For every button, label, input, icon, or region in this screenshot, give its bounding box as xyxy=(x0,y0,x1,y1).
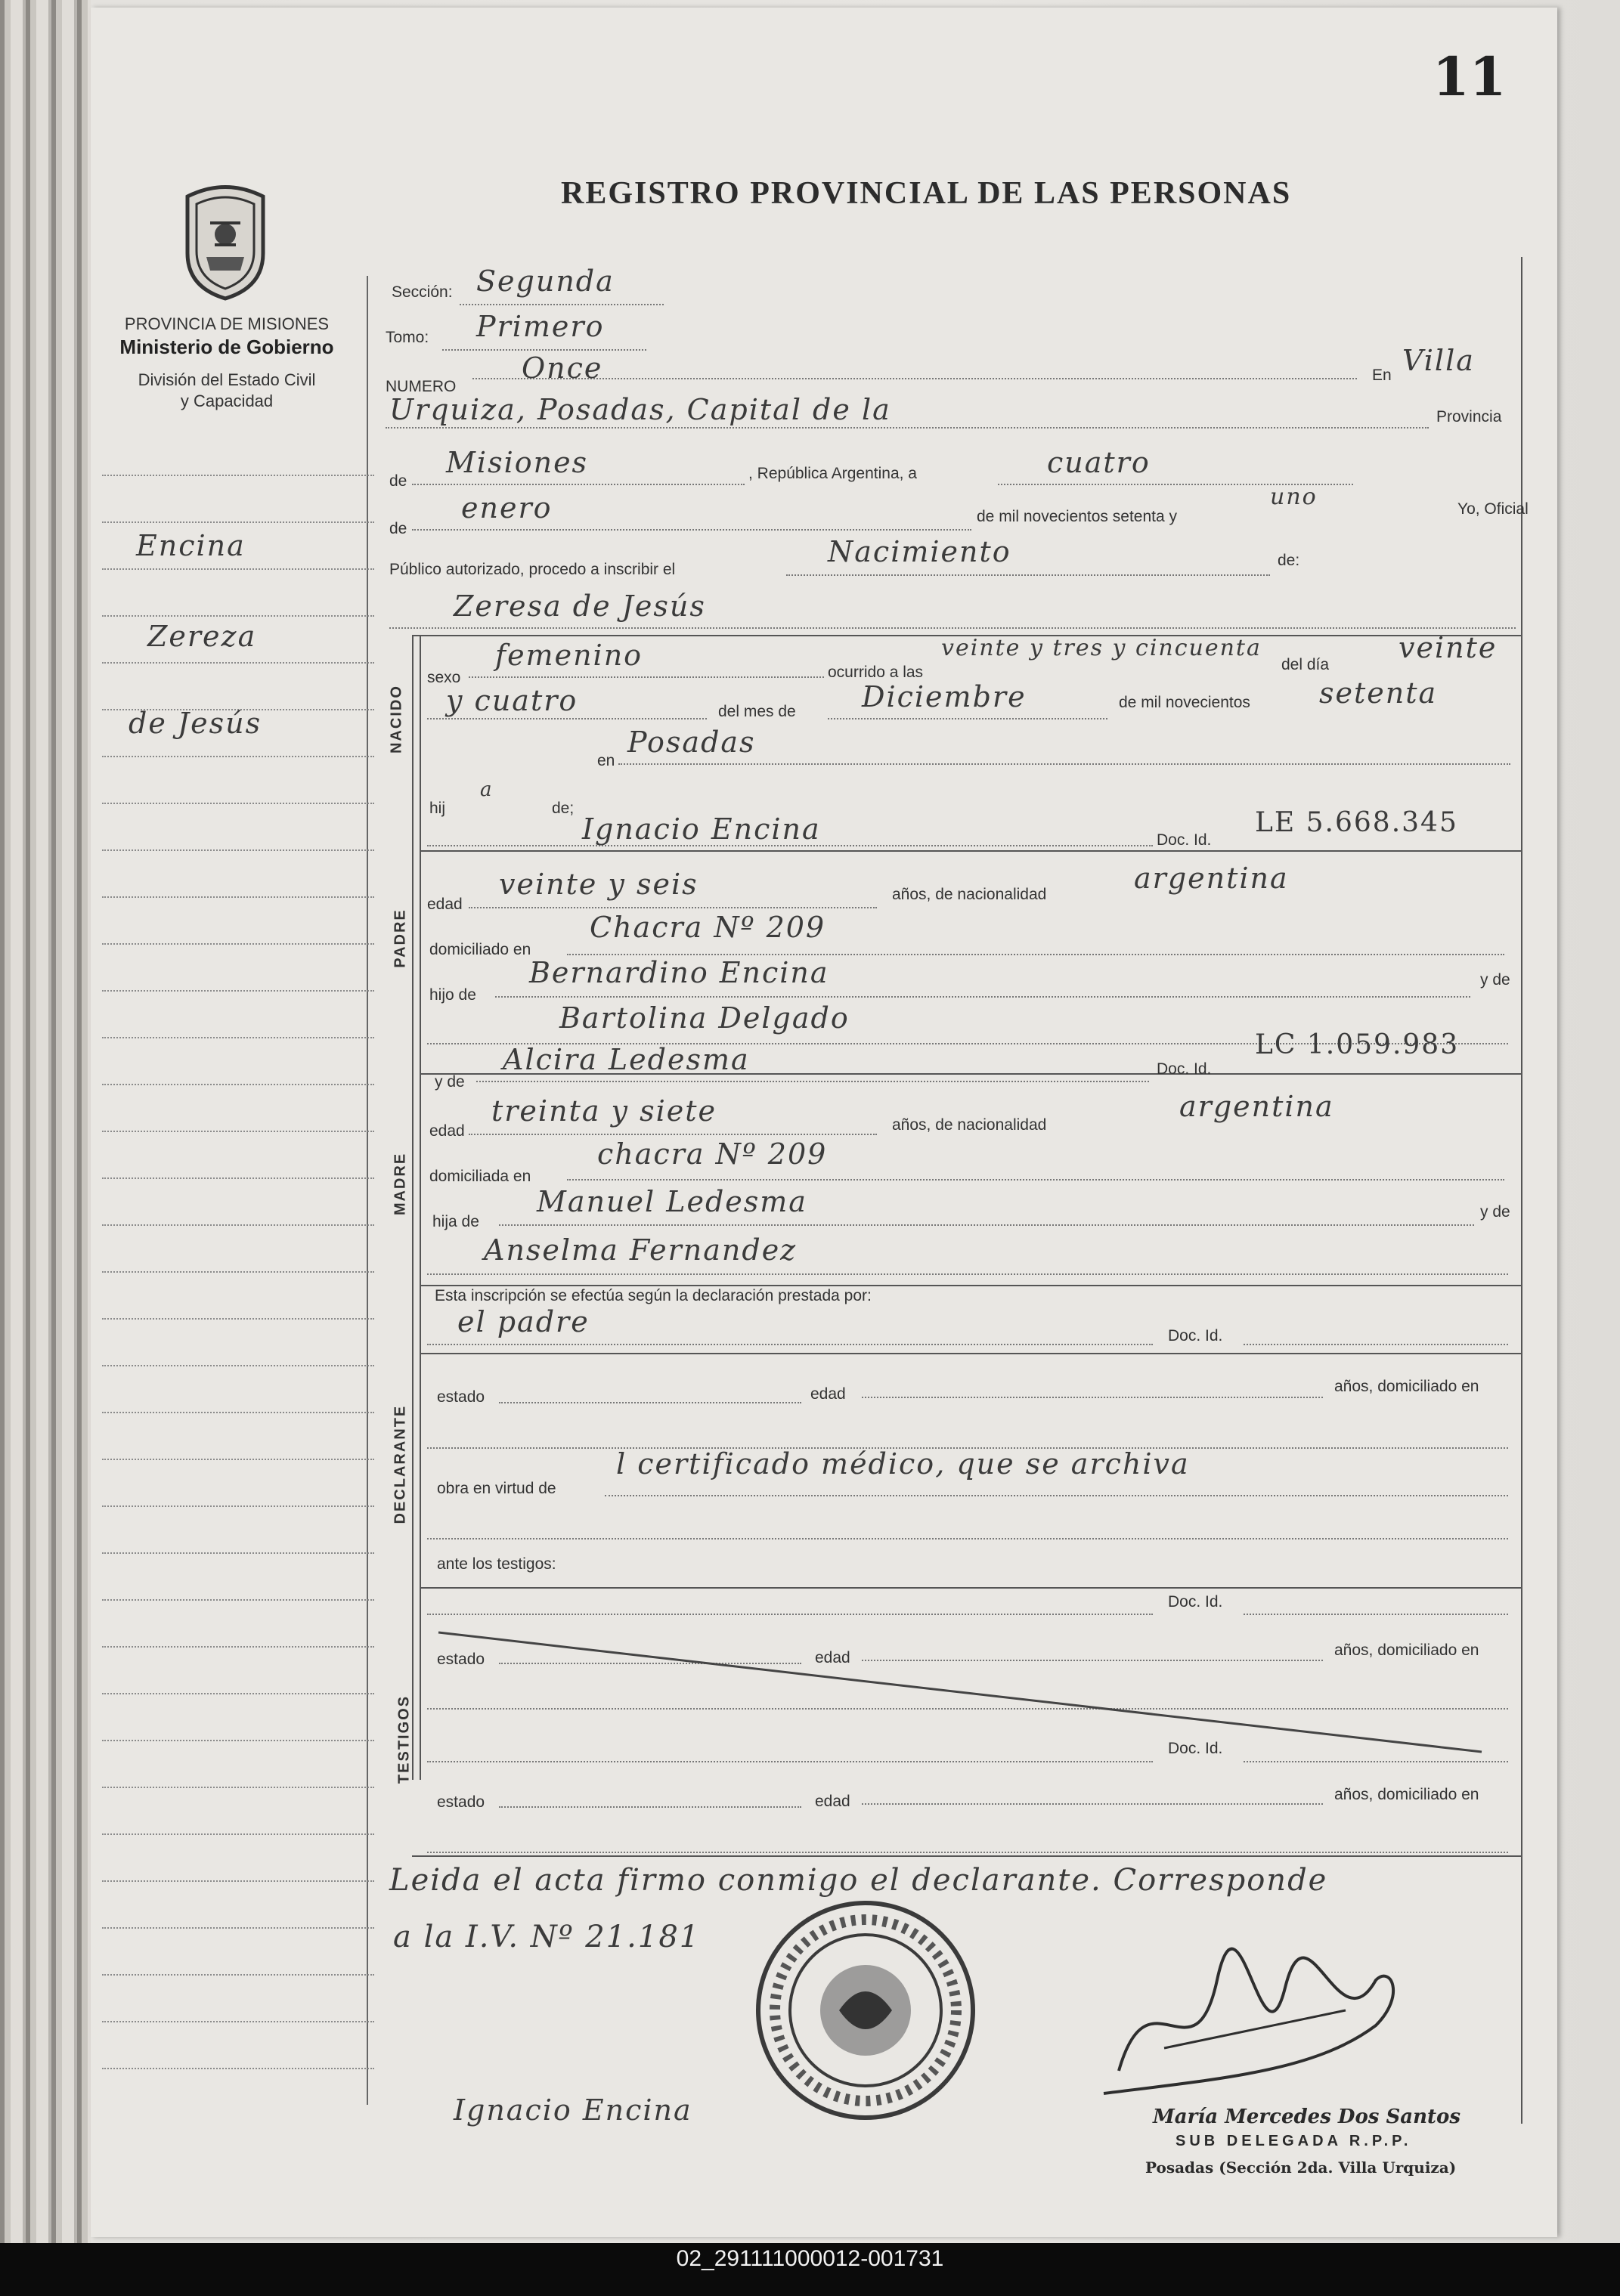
year-value: uno xyxy=(1270,484,1318,510)
testigo1-estado-label: estado xyxy=(437,1651,485,1668)
testigo2-estado-label: estado xyxy=(437,1793,485,1811)
republica-label: , República Argentina, a xyxy=(748,465,917,482)
margin-given-name-2: de Jesús xyxy=(129,707,262,740)
padre-doc-value: LE 5.668.345 xyxy=(1255,807,1458,838)
declarante-edad-label: edad xyxy=(810,1385,846,1403)
del-dia-label: del día xyxy=(1281,656,1330,673)
register-title: REGISTRO PROVINCIAL DE LAS PERSONAS xyxy=(561,176,1292,211)
padre-padre-de: Bernardino Encina xyxy=(529,956,829,989)
tomo-label: Tomo: xyxy=(386,329,429,346)
mil-label-2: de mil novecientos xyxy=(1119,694,1250,711)
numero-label: NUMERO xyxy=(386,378,457,395)
month-value: enero xyxy=(461,491,553,524)
declarante-anos-dom-label: años, domiciliado en xyxy=(1334,1378,1479,1395)
publico-label: Público autorizado, procedo a inscribir el xyxy=(389,561,676,578)
madre-hija-label: hija de xyxy=(432,1213,479,1230)
section-label-rule xyxy=(412,635,414,1780)
en-value: Villa xyxy=(1402,344,1475,377)
image-id-label: 02_291111000012-001731 xyxy=(676,2246,944,2271)
madre-edad-label: edad xyxy=(429,1122,465,1140)
madre-dom-label: domiciliada en xyxy=(429,1168,531,1185)
padre-name: Ignacio Encina xyxy=(582,812,821,846)
official-title: SUB DELEGADA R.P.P. xyxy=(1176,2133,1412,2149)
padre-yde-label: y de xyxy=(1480,971,1510,989)
declarante-doc-label: Doc. Id. xyxy=(1168,1327,1223,1344)
registered-name: Zeresa de Jesús xyxy=(454,589,706,623)
obra-label: obra en virtud de xyxy=(437,1480,556,1497)
hora-value: veinte y tres y cincuenta xyxy=(941,635,1262,661)
seccion-label: Sección: xyxy=(392,283,453,301)
official-stamp xyxy=(752,1897,979,2124)
madre-edad-value: treinta y siete xyxy=(491,1094,717,1128)
mil-label: de mil novecientos setenta y xyxy=(977,508,1177,525)
padre-edad-value: veinte y seis xyxy=(499,868,698,901)
de-colon-label: de: xyxy=(1278,552,1300,569)
testigo1-edad-label: edad xyxy=(815,1649,850,1666)
closing-line-1: Leida el acta firmo conmigo el declarante. Corresponde xyxy=(389,1863,1328,1898)
margin-rule xyxy=(367,276,368,2105)
ocurrido-label: ocurrido a las xyxy=(828,664,924,681)
provincia-label: Provincia xyxy=(1436,408,1502,425)
anio-value: setenta xyxy=(1319,676,1438,710)
testigos-section-label: TESTIGOS xyxy=(395,1694,413,1784)
margin-surname: Encina xyxy=(136,529,246,562)
division-capacity: y Capacidad xyxy=(180,391,274,410)
lugar-value: Posadas xyxy=(627,726,756,759)
madre-yde-label: y de xyxy=(435,1073,465,1091)
padre-nacionalidad: argentina xyxy=(1134,862,1289,895)
testigos-label: ante los testigos: xyxy=(437,1555,556,1573)
right-frame-rule xyxy=(1521,257,1522,2124)
testigo2-edad-label: edad xyxy=(815,1793,850,1810)
padre-dom-label: domiciliado en xyxy=(429,941,531,958)
padre-section-label: PADRE xyxy=(392,908,409,968)
testigo2-doc-label: Doc. Id. xyxy=(1168,1740,1223,1757)
division-name: División del Estado Civil xyxy=(138,370,316,389)
dia-value: veinte xyxy=(1399,631,1498,664)
book-binding xyxy=(0,0,91,2243)
declarante-intro: Esta inscripción se efectúa según la declaración prestada por: xyxy=(435,1287,872,1304)
testigo1-anos-dom-label: años, domiciliado en xyxy=(1334,1642,1479,1659)
numero-value: Once xyxy=(522,351,603,385)
cancel-stroke xyxy=(423,1625,1497,1761)
declarante-top-rule xyxy=(420,1285,1521,1286)
declarante-inner-rule xyxy=(420,1353,1521,1354)
madre-yde2-label: y de xyxy=(1480,1203,1510,1221)
padre-nac-label: años, de nacionalidad xyxy=(892,886,1047,903)
padre-madre-de: Bartolina Delgado xyxy=(559,1001,850,1035)
declarante-section-label: DECLARANTE xyxy=(392,1404,409,1524)
closing-line-2: a la I.V. Nº 21.181 xyxy=(393,1920,701,1954)
madre-doc-value: LC 1.059.983 xyxy=(1255,1029,1460,1060)
seccion-value: Segunda xyxy=(476,265,615,298)
padre-edad-label: edad xyxy=(427,896,463,913)
en-label: En xyxy=(1372,367,1392,384)
testigo2-anos-dom-label: años, domiciliado en xyxy=(1334,1786,1479,1803)
padre-top-rule xyxy=(420,850,1521,852)
margin-given-name: Zereza xyxy=(147,620,257,653)
acto-value: Nacimiento xyxy=(828,535,1011,568)
testigos-bottom-rule xyxy=(412,1855,1521,1857)
official-signature xyxy=(1089,1935,1421,2101)
declarante-quien: el padre xyxy=(457,1305,590,1338)
padre-hijo-label: hijo de xyxy=(429,986,476,1004)
del-mes-label: del mes de xyxy=(718,703,796,720)
padre-doc-label: Doc. Id. xyxy=(1157,831,1212,849)
de-label-2: de xyxy=(389,520,407,537)
hij-label: hij xyxy=(429,800,446,817)
obra-value: l certificado médico, que se archiva xyxy=(616,1447,1190,1481)
madre-nac-label: años, de nacionalidad xyxy=(892,1116,1047,1134)
oficial-label: Yo, Oficial xyxy=(1457,500,1529,518)
declarante-estado-label: estado xyxy=(437,1388,485,1406)
de-label: de xyxy=(389,472,407,490)
testigos-top-rule xyxy=(420,1587,1521,1589)
nacido-section-label: NACIDO xyxy=(388,685,405,753)
page-number: 11 xyxy=(1433,45,1507,108)
sexo-label: sexo xyxy=(427,669,461,686)
sexo-value: femenino xyxy=(495,639,643,672)
tomo-value: Primero xyxy=(476,310,605,343)
madre-nacionalidad: argentina xyxy=(1179,1090,1334,1123)
madre-madre-de: Anselma Fernandez xyxy=(484,1233,798,1267)
madre-section-label: MADRE xyxy=(392,1152,409,1216)
provincia-value: Misiones xyxy=(446,446,589,479)
dia-value-2: y cuatro xyxy=(446,684,578,717)
provincial-seal-icon xyxy=(172,181,278,302)
madre-name: Alcira Ledesma xyxy=(503,1043,750,1076)
place-line: Urquiza, Posadas, Capital de la xyxy=(389,393,891,426)
en-label-2: en xyxy=(597,752,615,769)
hij-de-label: de; xyxy=(552,800,575,817)
testigo1-doc-label: Doc. Id. xyxy=(1168,1593,1223,1611)
madre-doc-label: Doc. Id. xyxy=(1157,1060,1212,1078)
official-name: María Mercedes Dos Santos xyxy=(1153,2106,1460,2128)
ministry-name: Ministerio de Gobierno xyxy=(119,336,334,358)
mes-value: Diciembre xyxy=(862,680,1027,713)
day-value: cuatro xyxy=(1047,446,1151,479)
province-name: PROVINCIA DE MISIONES xyxy=(124,314,330,333)
padre-domicilio: Chacra Nº 209 xyxy=(590,911,826,944)
madre-padre-de: Manuel Ledesma xyxy=(537,1185,807,1218)
madre-domicilio: chacra Nº 209 xyxy=(597,1137,828,1171)
hij-suffix: a xyxy=(480,778,494,801)
official-place: Posadas (Sección 2da. Villa Urquiza) xyxy=(1145,2158,1457,2177)
declarante-signature: Ignacio Encina xyxy=(454,2093,692,2127)
